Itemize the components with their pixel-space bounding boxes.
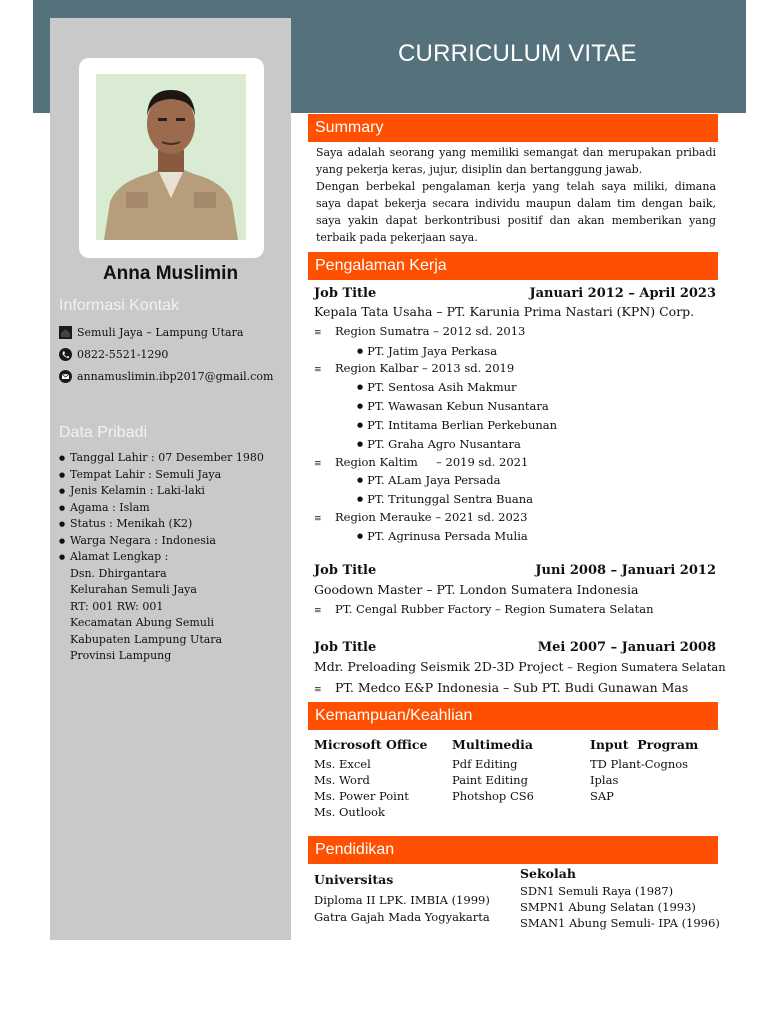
- list-marker-icon: ≡: [314, 514, 322, 524]
- job-3-header: [314, 640, 716, 655]
- region-item: ≡ PT. Medco E&P Indonesia – Sub PT. Budi Gunawan Mas: [314, 680, 689, 695]
- contact-heading: Informasi Kontak: [59, 297, 180, 314]
- address-line: Kecamatan Abung Semuli: [70, 616, 214, 629]
- education-item: SMAN1 Abung Semuli- IPA (1996): [520, 916, 720, 930]
- job-role: Kepala Tata Usaha – PT. Karunia Prima Nastari (KPN) Corp.: [314, 304, 695, 319]
- person-portrait-icon: [96, 74, 246, 240]
- personal-item: ● Warga Negara : Indonesia: [59, 533, 289, 550]
- skills-heading: Kemampuan/Keahlian: [308, 702, 718, 730]
- phone-icon: [59, 348, 72, 361]
- job-dates: Juni 2008 – Januari 2012: [535, 563, 716, 578]
- skill-item: Ms. Excel: [314, 757, 371, 771]
- personal-data-list: [59, 450, 289, 665]
- cv-title: CURRICULUM VITAE: [398, 40, 637, 67]
- personal-item: ● Agama : Islam: [59, 500, 289, 517]
- experience-heading: Pengalaman Kerja: [308, 252, 718, 280]
- list-marker-icon: ≡: [314, 365, 322, 375]
- personal-item: ● Tanggal Lahir : 07 Desember 1980: [59, 450, 289, 467]
- skill-item: Ms. Word: [314, 773, 370, 787]
- list-marker-icon: ≡: [314, 328, 322, 338]
- list-marker-icon: ≡: [314, 685, 322, 695]
- company-item: ● PT. Graha Agro Nusantara: [357, 437, 521, 451]
- company-item: ● PT. Agrinusa Persada Mulia: [357, 529, 528, 543]
- skill-item: Ms. Power Point: [314, 789, 409, 803]
- profile-photo: [96, 74, 246, 240]
- skill-column-title: Multimedia: [452, 737, 533, 752]
- company-item: ● PT. Wawasan Kebun Nusantara: [357, 399, 549, 413]
- profile-name: Anna Muslimin: [102, 263, 239, 284]
- contact-email: [59, 370, 273, 383]
- company-item: ● PT. Tritunggal Sentra Buana: [357, 492, 534, 506]
- personal-item: ● Status : Menikah (K2): [59, 516, 289, 533]
- job-role: Mdr. Preloading Seismik 2D-3D Project – Region Sumatera Selatan: [314, 659, 726, 674]
- address-line: RT: 001 RW: 001: [70, 599, 164, 613]
- education-item: Gatra Gajah Mada Yogyakarta: [314, 910, 490, 924]
- skill-column-title: Input Program: [590, 737, 699, 752]
- education-item: SMPN1 Abung Selatan (1993): [520, 900, 696, 914]
- address-line: Kabupaten Lampung Utara: [70, 632, 223, 646]
- job-title-label: Job Title: [314, 640, 377, 655]
- skill-item: TD Plant-Cognos: [590, 757, 689, 771]
- job-title-label: Job Title: [314, 563, 377, 578]
- personal-item: ● Alamat Lengkap :: [59, 549, 289, 566]
- address-line: Kelurahan Semuli Jaya: [70, 583, 197, 596]
- summary-paragraph: Dengan berbekal pengalaman kerja yang telah saya miliki, dimana saya dapat bekerja secara individu maupun dalam tim dengan baik, saya yakin dapat berkontribusi positif dan akan memberikan yang terbaik pada pekerjaan saya.: [316, 180, 716, 244]
- job-dates: Mei 2007 – Januari 2008: [537, 640, 716, 655]
- skill-item: Iplas: [590, 773, 619, 787]
- personal-item: ● Tempat Lahir : Semuli Jaya: [59, 467, 289, 484]
- list-marker-icon: ≡: [314, 459, 322, 469]
- education-item: SDN1 Semuli Raya (1987): [520, 884, 674, 898]
- company-item: ● PT. Intitama Berlian Perkebunan: [357, 418, 558, 432]
- region-item: ≡ Region Kalbar – 2013 sd. 2019: [314, 361, 515, 375]
- personal-item: ● Jenis Kelamin : Laki-laki: [59, 483, 289, 500]
- region-item: ≡ Region Merauke – 2021 sd. 2023: [314, 510, 528, 524]
- summary-paragraph: Saya adalah seorang yang memiliki semangat dan merupakan pribadi yang pekerja keras, jujur, disiplin dan bertanggung jawab.: [316, 146, 716, 176]
- contact-phone-text: 0822-5521-1290: [77, 348, 169, 361]
- company-item: ● PT. ALam Jaya Persada: [357, 473, 501, 487]
- education-heading: Pendidikan: [308, 836, 718, 864]
- skill-item: Pdf Editing: [452, 757, 518, 771]
- list-marker-icon: ≡: [314, 606, 322, 616]
- contact-address: [59, 326, 243, 339]
- education-item: Diploma II LPK. IMBIA (1999): [314, 893, 490, 907]
- company-item: ● PT. Jatim Jaya Perkasa: [357, 344, 498, 358]
- personal-heading: Data Pribadi: [59, 424, 148, 441]
- summary-heading: Summary: [308, 114, 718, 142]
- region-item: ≡ Region Sumatra – 2012 sd. 2013: [314, 324, 526, 338]
- job-dates: Januari 2012 – April 2023: [529, 286, 716, 301]
- job-1-header: [314, 286, 716, 301]
- skill-column-title: Microsoft Office: [314, 737, 428, 752]
- job-2-header: [314, 563, 716, 578]
- region-item: ≡ Region Kaltim – 2019 sd. 2021: [314, 455, 529, 469]
- contact-address-text: Semuli Jaya – Lampung Utara: [77, 326, 244, 339]
- job-role: Goodown Master – PT. London Sumatera Indonesia: [314, 582, 639, 597]
- address-line: Dsn. Dhirgantara: [70, 566, 167, 580]
- skill-item: SAP: [590, 789, 614, 803]
- skill-item: Ms. Outlook: [314, 805, 385, 819]
- job-title-label: Job Title: [314, 286, 377, 301]
- contact-email-text[interactable]: annamuslimin.ibp2017@gmail.com: [77, 370, 274, 383]
- email-icon: [59, 370, 72, 383]
- summary-text: [316, 144, 716, 246]
- company-item: ● PT. Sentosa Asih Makmur: [357, 380, 517, 394]
- education-university-title: Universitas: [314, 872, 394, 887]
- contact-phone: [59, 348, 168, 361]
- skill-item: Paint Editing: [452, 773, 528, 787]
- home-icon: [59, 326, 72, 339]
- skill-item: Photshop CS6: [452, 789, 534, 803]
- address-line: Provinsi Lampung: [70, 649, 172, 662]
- region-item: ≡ PT. Cengal Rubber Factory – Region Sumatera Selatan: [314, 602, 654, 616]
- education-school-title: Sekolah: [520, 866, 576, 881]
